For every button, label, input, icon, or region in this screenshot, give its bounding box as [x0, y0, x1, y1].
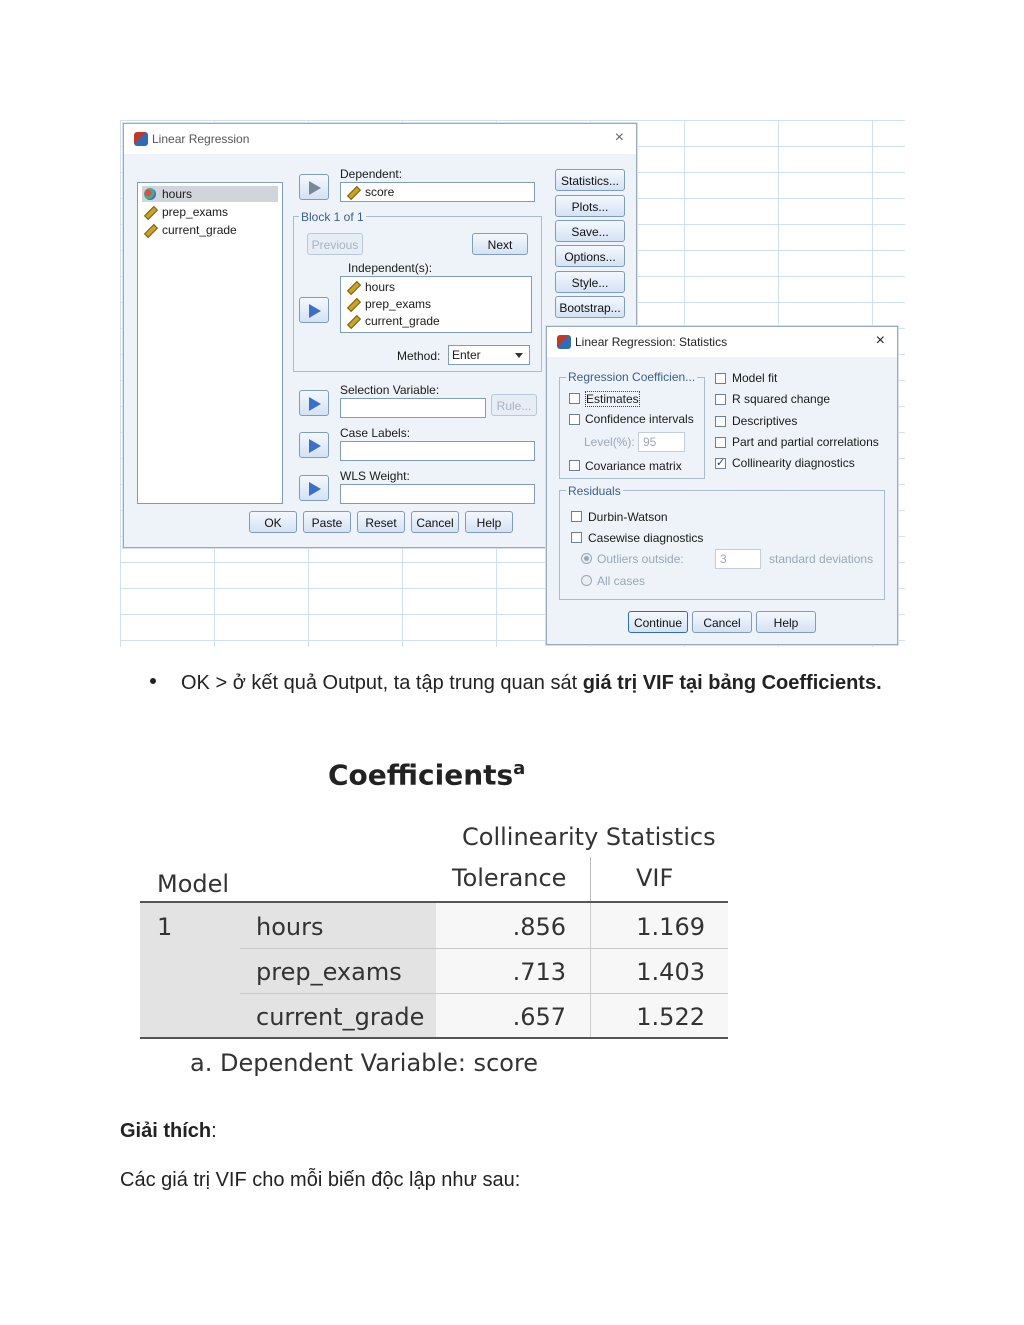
- save-button[interactable]: Save...: [555, 220, 625, 242]
- outliers-outside-radio[interactable]: [581, 553, 592, 564]
- bullet-text: OK > ở kết quả Output, ta tập trung quan sát giá trị VIF tại bảng Coefficients.: [181, 672, 882, 694]
- reset-button[interactable]: Reset: [357, 511, 405, 533]
- method-label: Method:: [397, 349, 441, 363]
- options-button[interactable]: Options...: [555, 245, 625, 267]
- part-partial-correlations-label: Part and partial correlations: [732, 435, 879, 449]
- scale-variable-icon: [347, 315, 361, 329]
- move-to-independents-button[interactable]: [299, 297, 329, 323]
- scale-variable-icon: [347, 281, 361, 295]
- help-button[interactable]: Help: [465, 511, 513, 533]
- collinearity-diagnostics-checkbox[interactable]: ✓: [716, 457, 726, 469]
- bullet-bold-text: giá trị VIF tại bảng Coefficients.: [582, 672, 882, 694]
- scale-variable-icon: [144, 224, 158, 238]
- vif-header: VIF: [636, 864, 674, 892]
- tolerance-cell: .856: [512, 913, 566, 941]
- rule-button[interactable]: Rule...: [491, 394, 537, 416]
- durbin-watson-checkbox[interactable]: [571, 511, 582, 522]
- next-button[interactable]: Next: [472, 233, 528, 255]
- vif-cell: 1.403: [636, 958, 705, 986]
- dialog-title: Linear Regression: [152, 132, 250, 146]
- coefficients-title: Coefficients$^a$: [328, 758, 526, 792]
- table-row: [256, 958, 402, 986]
- paste-button[interactable]: Paste: [303, 511, 351, 533]
- scale-variable-icon: [347, 186, 361, 200]
- wls-weight-field[interactable]: [340, 484, 535, 504]
- estimates-checkbox[interactable]: [569, 393, 580, 404]
- dependent-field[interactable]: score: [340, 182, 535, 202]
- collinearity-diagnostics-label: Collinearity diagnostics: [732, 456, 855, 470]
- table-row: [256, 913, 323, 941]
- estimates-label: Estimates: [586, 392, 639, 406]
- outliers-outside-label: Outliers outside:: [597, 552, 684, 566]
- outliers-value-field[interactable]: 3: [715, 549, 761, 569]
- descriptives-checkbox[interactable]: [715, 416, 726, 427]
- residuals-title: Residuals: [568, 484, 621, 498]
- covariance-matrix-checkbox[interactable]: [569, 460, 580, 471]
- stats-cancel-button[interactable]: Cancel: [692, 611, 752, 633]
- level-label: Level(%):: [584, 435, 635, 449]
- selection-variable-field[interactable]: [340, 398, 486, 418]
- table-row: [256, 1003, 424, 1031]
- method-select[interactable]: Enter: [448, 345, 530, 365]
- case-labels-label: Case Labels:: [340, 426, 411, 440]
- all-cases-radio[interactable]: [581, 575, 592, 586]
- row-name: hours: [256, 913, 324, 941]
- table-footnote: a. Dependent Variable: score: [190, 1049, 539, 1077]
- independents-label: Independent(s):: [348, 261, 433, 275]
- header-divider: [590, 857, 591, 901]
- model-fit-label: Model fit: [732, 371, 778, 385]
- explain-heading: Giải thích:: [120, 1120, 217, 1142]
- plots-button[interactable]: Plots...: [555, 195, 625, 217]
- dialog-titlebar: [124, 124, 636, 154]
- confidence-intervals-label: Confidence intervals: [585, 412, 694, 426]
- nominal-variable-icon: [144, 188, 156, 200]
- list-item-current-grade[interactable]: current_grade: [142, 222, 237, 238]
- block-label: Block 1 of 1: [301, 210, 364, 224]
- tolerance-cell: .713: [512, 958, 566, 986]
- tolerance-header: Tolerance: [452, 864, 567, 892]
- move-to-case-labels-button[interactable]: [299, 432, 329, 458]
- casewise-diagnostics-checkbox[interactable]: [571, 532, 582, 543]
- r-squared-change-checkbox[interactable]: [715, 394, 726, 405]
- row-name: prep_exams: [256, 958, 402, 986]
- value-divider: [590, 903, 591, 1038]
- durbin-watson-label: Durbin-Watson: [588, 510, 668, 524]
- part-partial-correlations-checkbox[interactable]: [715, 437, 726, 448]
- close-icon[interactable]: ×: [614, 129, 624, 146]
- move-to-dependent-button[interactable]: [299, 174, 329, 200]
- dependent-label: Dependent:: [340, 167, 403, 181]
- selection-variable-label: Selection Variable:: [340, 383, 440, 397]
- previous-button[interactable]: Previous: [307, 233, 363, 255]
- bootstrap-button[interactable]: Bootstrap...: [555, 296, 625, 318]
- casewise-diagnostics-label: Casewise diagnostics: [588, 531, 704, 545]
- list-item-hours[interactable]: hours: [142, 186, 278, 202]
- case-labels-field[interactable]: [340, 441, 535, 461]
- move-to-wls-button[interactable]: [299, 475, 329, 501]
- statistics-button[interactable]: Statistics...: [555, 169, 625, 191]
- model-header: Model: [157, 870, 230, 898]
- list-item-prep-exams[interactable]: prep_exams: [142, 204, 228, 220]
- vif-cell: 1.522: [636, 1003, 705, 1031]
- independent-item-current-grade[interactable]: current_grade: [345, 313, 440, 329]
- standard-deviations-label: standard deviations: [769, 552, 874, 566]
- vif-cell: 1.169: [636, 913, 705, 941]
- continue-button[interactable]: Continue: [628, 611, 688, 633]
- row-name: current_grade: [256, 1003, 425, 1031]
- model-number: 1: [157, 913, 173, 941]
- stats-help-button[interactable]: Help: [756, 611, 816, 633]
- descriptives-label: Descriptives: [732, 414, 798, 428]
- explain-text: Các giá trị VIF cho mỗi biến độc lập như sau:: [120, 1169, 521, 1191]
- close-icon[interactable]: ×: [875, 332, 885, 349]
- independent-item-prep-exams[interactable]: prep_exams: [345, 296, 431, 312]
- tolerance-cell: .657: [512, 1003, 566, 1031]
- move-to-selection-button[interactable]: [299, 390, 329, 416]
- row-divider: [240, 993, 728, 994]
- cancel-button[interactable]: Cancel: [411, 511, 459, 533]
- bullet-point: [150, 678, 156, 684]
- collinearity-statistics-header: Collinearity Statistics: [462, 823, 716, 851]
- stats-dialog-title: Linear Regression: Statistics: [575, 335, 728, 349]
- row-divider: [240, 948, 728, 949]
- ok-button[interactable]: OK: [249, 511, 297, 533]
- spss-logo-icon: [557, 335, 571, 349]
- model-fit-checkbox[interactable]: [715, 373, 726, 384]
- stats-titlebar: [547, 327, 897, 357]
- style-button[interactable]: Style...: [555, 271, 625, 293]
- spss-logo-icon: [134, 132, 148, 146]
- wls-weight-label: WLS Weight:: [340, 469, 410, 483]
- scale-variable-icon: [347, 298, 361, 312]
- scale-variable-icon: [144, 206, 158, 220]
- independents-list[interactable]: [340, 276, 532, 333]
- table-bottom-rule: [140, 1037, 728, 1039]
- level-field[interactable]: 95: [638, 432, 685, 452]
- r-squared-change-label: R squared change: [732, 392, 831, 406]
- independent-item-hours[interactable]: hours: [345, 279, 395, 295]
- statistics-dialog: [546, 326, 898, 645]
- covariance-matrix-label: Covariance matrix: [585, 459, 682, 473]
- confidence-intervals-checkbox[interactable]: [569, 414, 580, 425]
- variable-list[interactable]: [137, 182, 283, 504]
- regression-coefficients-title: Regression Coefficien...: [568, 370, 696, 384]
- all-cases-label: All cases: [597, 574, 646, 588]
